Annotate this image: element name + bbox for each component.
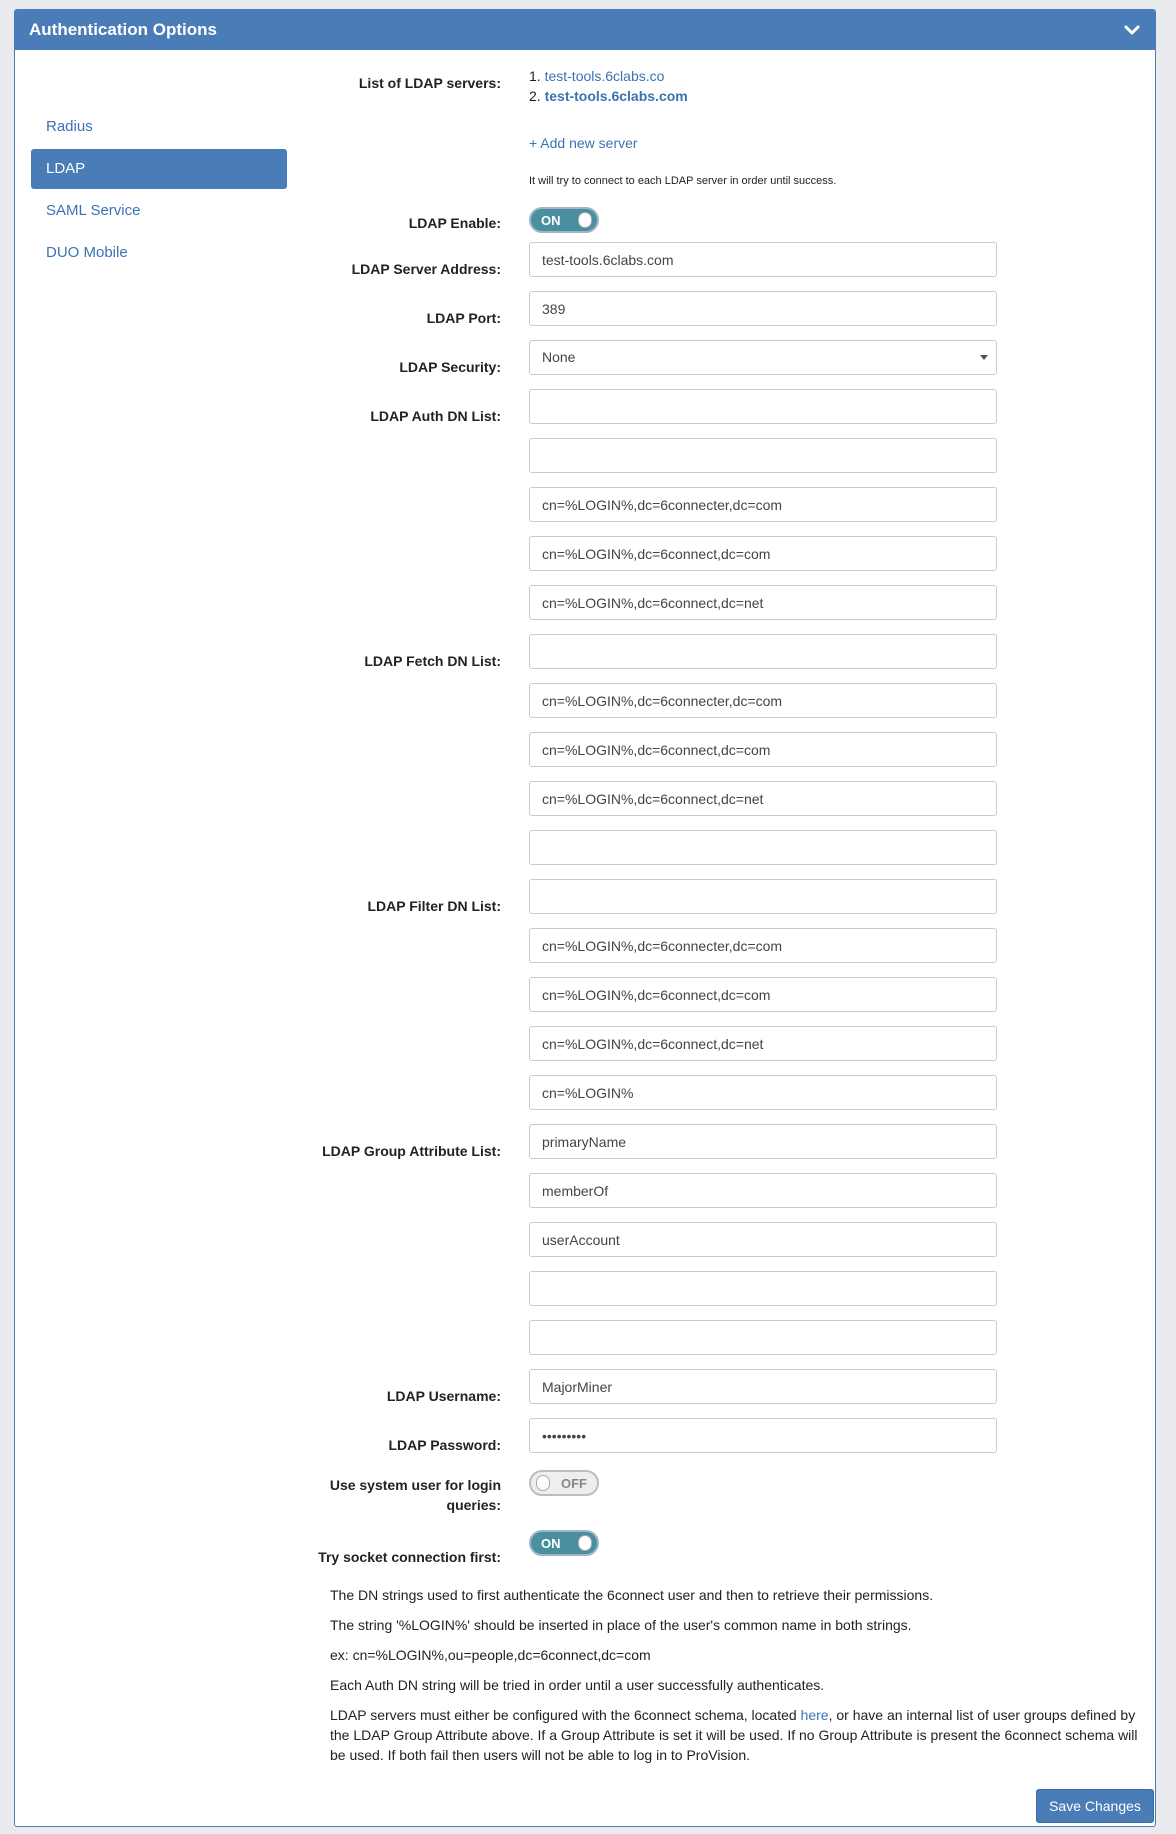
note-line: LDAP servers must either be configured with the 6connect schema, located here, or have an internal list of user groups defined by the LDAP Group Attribute above. If a Group Attribute is set it will be used. If no Group Attribute is present the 6connect schema will be used. If both fail then users will not be able to log in to ProVision. xyxy=(330,1707,1138,1763)
server-address-label: LDAP Server Address: xyxy=(351,261,501,277)
server-link[interactable]: test-tools.6clabs.com xyxy=(544,88,688,104)
auth-dn-label: LDAP Auth DN List: xyxy=(370,408,501,424)
toggle-knob xyxy=(536,1475,550,1491)
sidebar-item-ldap[interactable]: LDAP xyxy=(31,149,287,189)
fetch-dn-input[interactable] xyxy=(529,830,997,865)
authentication-options-panel xyxy=(14,9,1156,1827)
socket-label: Try socket connection first: xyxy=(318,1549,501,1565)
note-line: ex: cn=%LOGIN%,ou=people,dc=6connect,dc=com xyxy=(330,1647,651,1663)
socket-toggle[interactable]: ON xyxy=(529,1530,599,1556)
list-item: 2. test-tools.6clabs.com xyxy=(529,88,688,104)
security-select[interactable] xyxy=(529,340,997,375)
schema-link[interactable]: here xyxy=(800,1707,829,1723)
chevron-down-icon[interactable] xyxy=(1123,21,1141,39)
group-attr-input[interactable] xyxy=(529,1173,997,1208)
save-changes-button[interactable]: Save Changes xyxy=(1036,1789,1154,1823)
group-attr-input[interactable] xyxy=(529,1124,997,1159)
note-line: The string '%LOGIN%' should be inserted in place of the user's common name in both strings. xyxy=(330,1617,912,1633)
group-attr-label: LDAP Group Attribute List: xyxy=(322,1143,501,1159)
auth-dn-input[interactable] xyxy=(529,487,997,522)
password-label: LDAP Password: xyxy=(388,1437,501,1453)
security-value: None xyxy=(542,349,576,365)
fetch-dn-input[interactable] xyxy=(529,683,997,718)
group-attr-input[interactable] xyxy=(529,1320,997,1355)
filter-dn-input[interactable] xyxy=(529,928,997,963)
fetch-dn-input[interactable] xyxy=(529,634,997,669)
sidebar-item-saml-service[interactable]: SAML Service xyxy=(46,202,141,219)
port-input[interactable] xyxy=(529,291,997,326)
group-attr-input[interactable] xyxy=(529,1222,997,1257)
fetch-dn-input[interactable] xyxy=(529,732,997,767)
list-item: 1. test-tools.6clabs.co xyxy=(529,68,665,84)
toggle-knob xyxy=(578,1535,592,1551)
server-order-hint: It will try to connect to each LDAP server in order until success. xyxy=(529,175,837,187)
username-label: LDAP Username: xyxy=(386,1388,501,1404)
panel-header xyxy=(15,10,1155,50)
note-line: The DN strings used to first authenticate the 6connect user and then to retrieve their permissions. xyxy=(330,1587,934,1603)
password-input[interactable] xyxy=(529,1418,997,1453)
security-label: LDAP Security: xyxy=(399,359,501,375)
filter-dn-input[interactable] xyxy=(529,1026,997,1061)
note-line: Each Auth DN string will be tried in order until a user successfully authenticates. xyxy=(330,1677,825,1693)
ldap-enable-label: LDAP Enable: xyxy=(408,215,501,231)
group-attr-input[interactable] xyxy=(529,1271,997,1306)
username-input[interactable] xyxy=(529,1369,997,1404)
panel-title: Authentication Options xyxy=(29,20,217,39)
system-user-toggle[interactable]: OFF xyxy=(529,1470,599,1496)
ldap-server-list xyxy=(529,66,688,106)
auth-dn-input[interactable] xyxy=(529,585,997,620)
add-server-link[interactable]: + Add new server xyxy=(529,135,638,151)
auth-dn-input[interactable] xyxy=(529,438,997,473)
auth-dn-input[interactable] xyxy=(529,536,997,571)
filter-dn-label: LDAP Filter DN List: xyxy=(367,898,501,914)
ldap-servers-label: List of LDAP servers: xyxy=(358,75,501,91)
sidebar-item-radius[interactable]: Radius xyxy=(46,118,93,135)
filter-dn-input[interactable] xyxy=(529,879,997,914)
port-label: LDAP Port: xyxy=(426,310,501,326)
toggle-knob xyxy=(578,212,592,228)
ldap-enable-toggle[interactable]: ON xyxy=(529,207,599,233)
filter-dn-input[interactable] xyxy=(529,1075,997,1110)
server-address-input[interactable] xyxy=(529,242,997,277)
sidebar-item-duo-mobile[interactable]: DUO Mobile xyxy=(46,244,128,261)
filter-dn-input[interactable] xyxy=(529,977,997,1012)
fetch-dn-label: LDAP Fetch DN List: xyxy=(364,653,501,669)
auth-dn-input[interactable] xyxy=(529,389,997,424)
server-link[interactable]: test-tools.6clabs.co xyxy=(544,68,665,84)
sidebar xyxy=(31,107,287,275)
fetch-dn-input[interactable] xyxy=(529,781,997,816)
system-user-label: Use system user for login queries: xyxy=(329,1477,501,1513)
caret-down-icon xyxy=(980,355,988,360)
